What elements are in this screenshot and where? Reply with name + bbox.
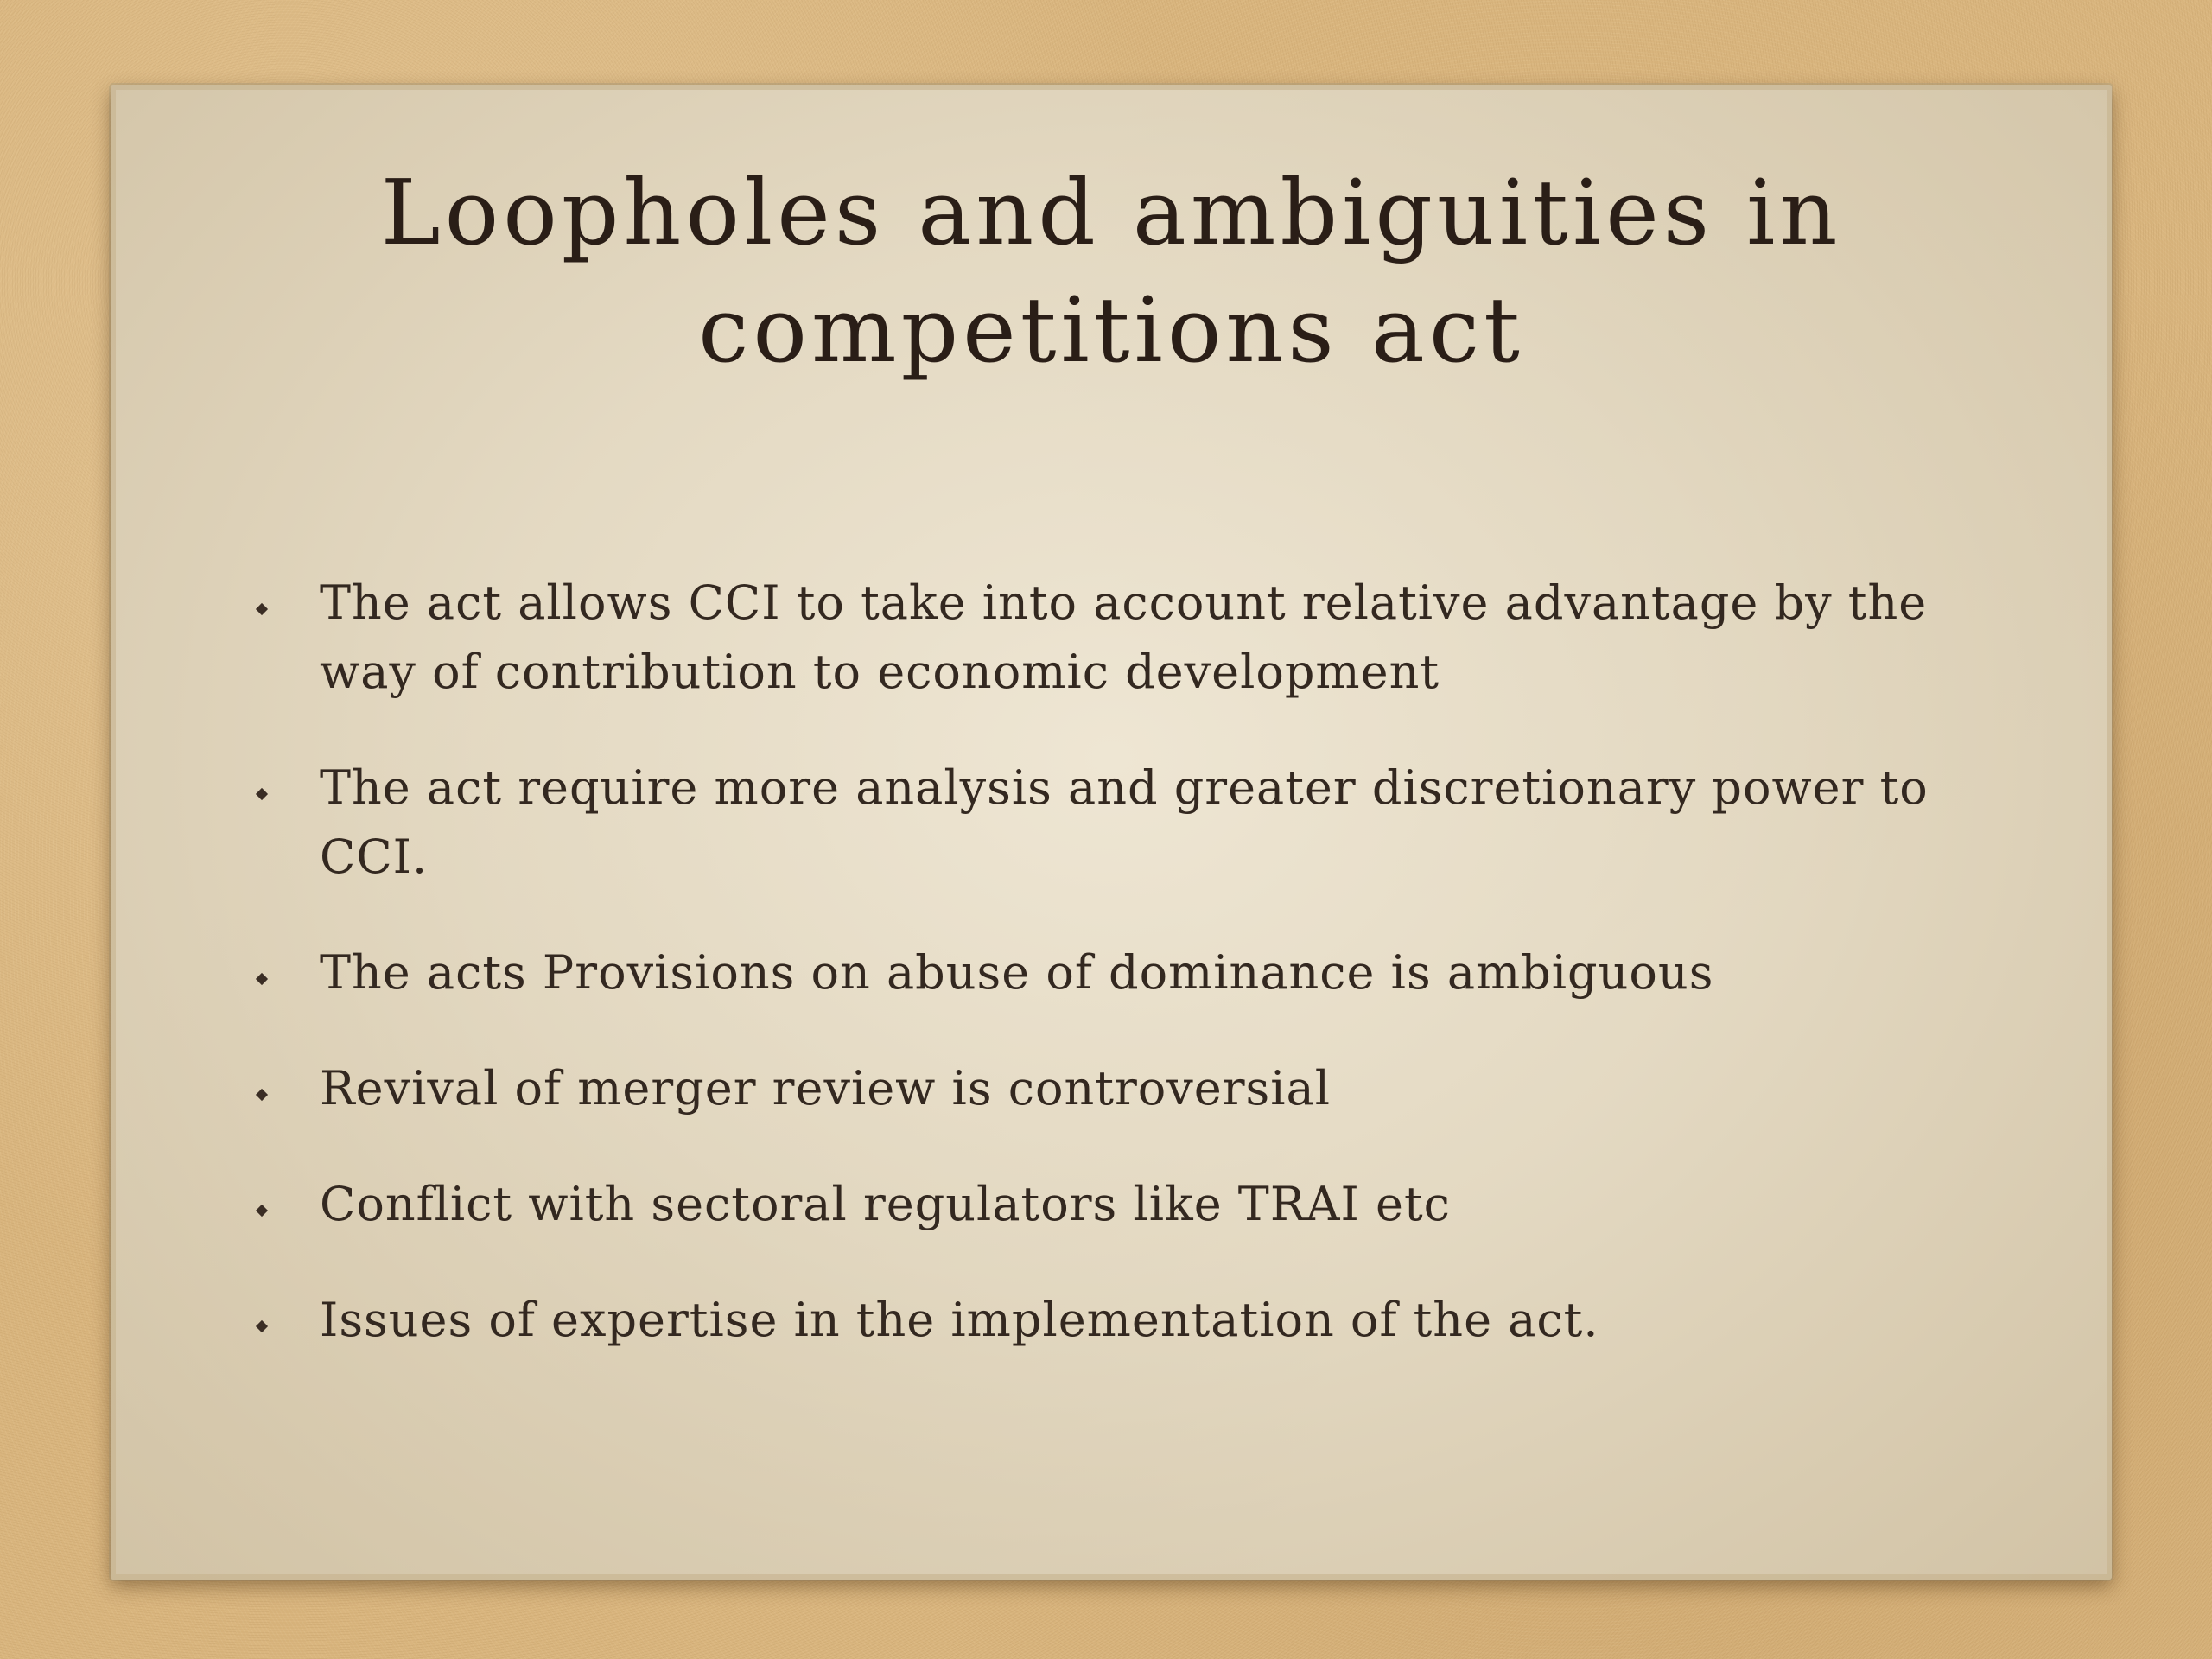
bullet-list — [257, 569, 2029, 1402]
bullet-icon — [256, 603, 268, 615]
bullet-icon — [256, 1089, 268, 1101]
bullet-text: Issues of expertise in the implementation of the act. — [320, 1293, 1599, 1347]
bullet-text: Conflict with sectoral regulators like TRAI etc — [320, 1177, 1451, 1231]
slide-paper — [111, 85, 2112, 1580]
bullet-icon — [256, 788, 268, 800]
bullet-text: The acts Provisions on abuse of dominance is ambiguous — [320, 945, 1714, 1000]
slide-title-line-2: competitions act — [698, 277, 1524, 383]
bullet-icon — [256, 1320, 268, 1332]
bullet-item — [257, 753, 2029, 892]
bullet-icon — [256, 1205, 268, 1217]
slide-title — [111, 154, 2112, 389]
bullet-item — [257, 1170, 2029, 1239]
bullet-text: Revival of merger review is controversial — [320, 1061, 1331, 1116]
bullet-item — [257, 1054, 2029, 1123]
bullet-item — [257, 569, 2029, 707]
bullet-text: The act require more analysis and greater discretionary power to CCI. — [320, 760, 1929, 884]
bullet-item — [257, 1286, 2029, 1355]
bullet-icon — [256, 973, 268, 985]
slide-title-line-1: Loopholes and ambiguities in — [380, 160, 1842, 265]
bullet-text: The act allows CCI to take into account relative advantage by the way of contribution to economic development — [320, 575, 1928, 699]
bullet-item — [257, 938, 2029, 1007]
